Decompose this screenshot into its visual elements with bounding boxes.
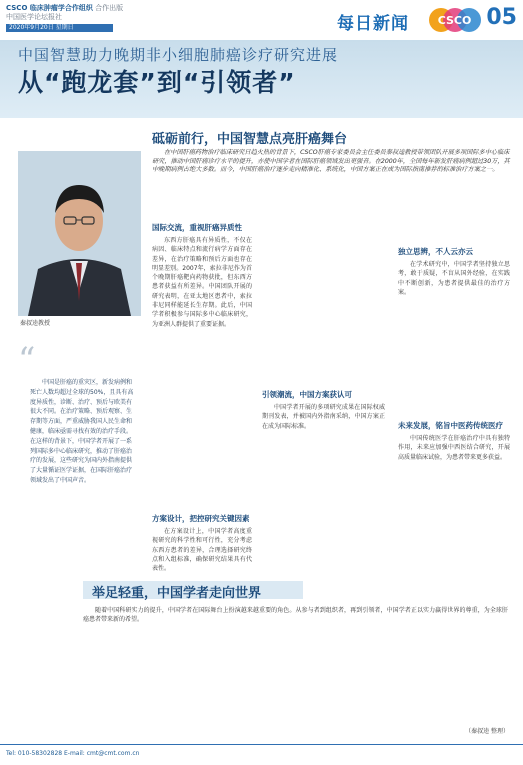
masthead-left (6, 4, 123, 22)
section-text-5 (398, 434, 510, 614)
page-number: 05 (486, 5, 517, 30)
masthead (0, 0, 523, 40)
section-paragraph-5: 中国传统医学在肝癌治疗中具有独特作用，未来应加强中西医结合研究，开展高质量临床试验，为患者带来更多获益。 (398, 435, 510, 461)
bottom-paragraph: 随着中国科研实力的提升，中国学者在国际舞台上扮演越来越重要的角色。从参与者到组织者，再到引领者，中国学者正以实力赢得世界的尊重，为全球肝癌患者带来新的希望。 (83, 607, 508, 624)
article-subhead: 砥砺前行，中国智慧点亮肝癌舞台 (152, 132, 348, 147)
section-heading-2: 方案设计，把控研究关键因素 (152, 514, 250, 523)
pull-quote (30, 378, 135, 486)
author-signature: （秦叔逵 整理） (465, 728, 509, 735)
pull-quote-text: 中国是肝癌的重灾区，新发病例和死亡人数均超过全球的50%，且具有高度异质性，诊断、治疗、预后与欧美有很大不同。在治疗策略、预后观察、生存期等方面，严重威胁我国人民生命和健康，临床亟需寻找有效的治疗手段。在这样的背景下，中国学者开展了一系列国际多中心临床研究，推动了肝癌治疗的发展，这些研究为国内外指南提供了大量循证医学证据，在国际肝癌治疗领域发出了中国声音。 (30, 379, 134, 484)
section-heading-5: 未来发展，铭旨中医药传统医疗 (398, 421, 503, 430)
bottom-section-text (83, 606, 508, 724)
masthead-right (329, 0, 519, 40)
article-lead: 在中国肝癌药物治疗临床研究日趋火热的背景下，CSCO肝癌专家委员会主任委员秦叔逵教授带领团队开展多项国际多中心临床研究，推动中国肝癌诊疗水平的提升，亦使中国学者在国际肝癌领域发出更强音。在2000年，全国每年新发肝癌病例超过30万，其中晚期病例占绝大多数。而今，中国肝癌治疗逐步走向精准化、系统化，中国方案正在成为国际指南推荐的标准治疗方案之一。 (152, 149, 510, 174)
portrait-illustration (18, 151, 141, 316)
section-paragraph-3: 中国学者开展的多项研究成果在国际权威期刊发表，并被国内外指南采纳，中国方案正在成为国际标准。 (262, 404, 385, 430)
section-heading-4: 独立思辨，不人云亦云 (398, 247, 473, 256)
paper-line2: 中国医学论坛报社 (6, 13, 62, 21)
footer-contact: Tel: 010-58302828 E-mail: cmt@cmt.com.cn (6, 750, 140, 757)
section-heading-1: 国际交流，重视肝癌异质性 (152, 223, 242, 232)
section-text-2 (152, 527, 252, 575)
paper-subtitle: 合作出版 (95, 4, 124, 12)
bottom-section-title: 举足轻重，中国学者走向世界 (92, 586, 262, 601)
paper-name: CSCO 临床肿瘤学合作组织 (6, 4, 93, 12)
section-heading-3: 引领潮流，中国方案获认可 (262, 390, 352, 399)
section-paragraph-2: 在方案设计上，中国学者高度重视研究的科学性和可行性，充分考虑东西方患者的差异，合理选择研究终点和入组标准，确保研究结果具有代表性。 (152, 528, 252, 573)
issue-date: 2020年9月20日 星期日 (6, 24, 113, 32)
section-text-4 (398, 260, 510, 400)
header-kicker: 中国智慧助力晚期非小细胞肺癌诊疗研究进展 (18, 46, 339, 64)
page-footer (0, 744, 523, 765)
daily-news-label: 每日新闻 (337, 14, 409, 34)
section-text-3 (262, 403, 385, 575)
section-text-1 (152, 236, 252, 504)
csco-logo-icon (427, 6, 482, 34)
photo-caption: 秦叔逵教授 (20, 320, 51, 327)
logo-text: CSCO (437, 14, 472, 27)
section-paragraph-1: 东西方肝癌具有异质性，不仅在病因、临床特点和流行病学方面存在差异，在治疗策略和预后方面也存在明显差别。2007年，索拉非尼作为首个晚期肝癌靶向药物获批，但东西方患者获益有所差异。中国团队开展的研究表明，在亚太地区患者中，索拉非尼同样能延长生存期。此后，中国学者积极参与国际多中心临床研究，为亚洲人群提供了重要证据。 (152, 237, 252, 328)
portrait-photo (18, 151, 141, 316)
header-title: 从“跑龙套”到“引领者” (18, 68, 296, 97)
section-paragraph-4: 在学术研究中，中国学者坚持独立思考，敢于质疑，不盲从国外经验，在实践中不断创新，为患者提供最佳的治疗方案。 (398, 261, 510, 296)
quote-mark-icon: “ (18, 340, 36, 380)
